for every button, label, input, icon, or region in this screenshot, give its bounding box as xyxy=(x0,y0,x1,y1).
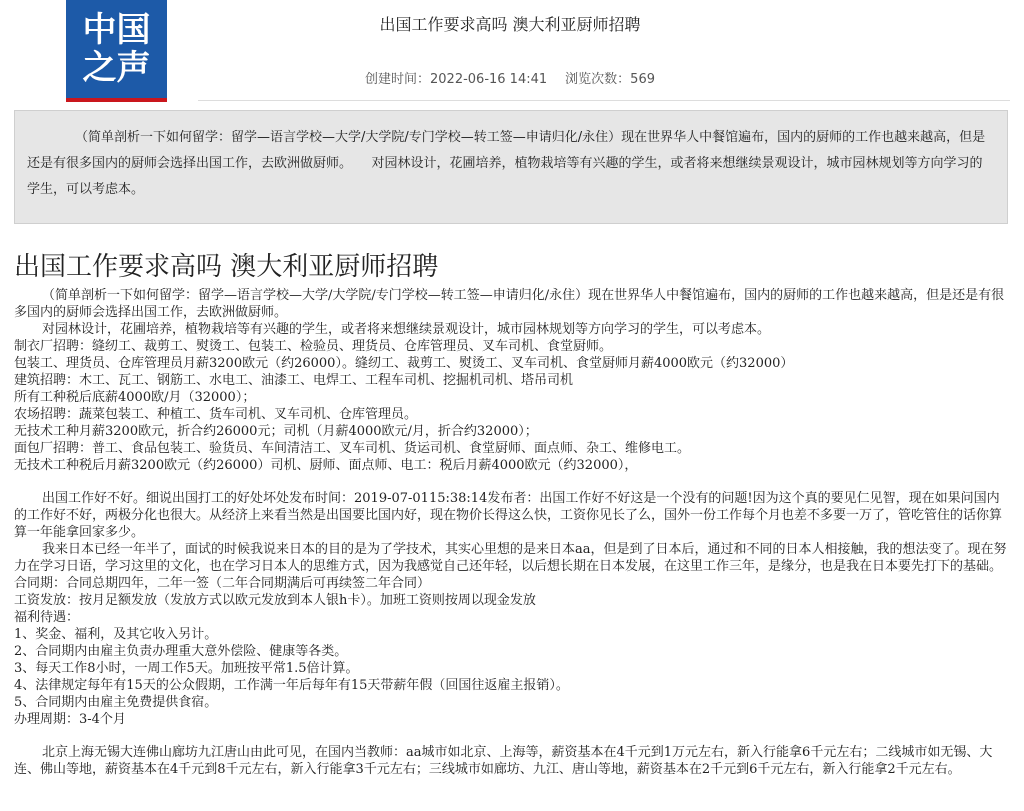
article-body xyxy=(14,287,1010,778)
article-paragraph: 办理周期：3-4个月 xyxy=(14,712,126,727)
article-paragraph: 面包厂招聘：普工、食品包装工、验货员、车间清洁工、叉车司机、货运司机、食堂厨师、面点师、杂工、维修电工。 xyxy=(14,441,691,456)
article-paragraph: 包装工、理货员、仓库管理员月薪3200欧元（约26000）。缝纫工、裁剪工、熨烫工、叉车司机、食堂厨师月薪4000欧元（约32000） xyxy=(14,356,794,371)
article-paragraph: 制衣厂招聘：缝纫工、裁剪工、熨烫工、包装工、检验员、理货员、仓库管理员、叉车司机、食堂厨师。 xyxy=(14,339,613,354)
article-paragraph: 5、合同期内由雇主免费提供食宿。 xyxy=(14,695,218,710)
article-paragraph: 对园林设计，花圃培养，植物栽培等有兴趣的学生，或者将来想继续景观设计，城市园林规划等方向学习的学生，可以考虑本。 xyxy=(42,322,771,337)
article-title: 出国工作要求高吗 澳大利亚厨师招聘 xyxy=(379,15,641,34)
article-paragraph: 我来日本已经一年半了，面试的时候我说来日本的目的是为了学技术，其实心里想的是来日本aa，但是到了日本后，通过和不同的日本人相接触，我的想法变了。现在努力在学习日语，学习这里的文化，也在学习日本人的思维方式，因为我感觉自己还年轻，以后想长期在日本发展，在这里工作三年，是缘分，也是我在日本要先打下的基础。 xyxy=(14,542,1007,574)
paragraph-gap xyxy=(14,728,1010,744)
site-logo-text: 中国之声 xyxy=(82,10,151,88)
article-heading: 出国工作要求高吗 澳大利亚厨师招聘 xyxy=(14,252,439,282)
article-paragraph: 3、每天工作8小时，一周工作5天。加班按平常1.5倍计算。 xyxy=(14,661,359,676)
article-meta xyxy=(200,68,820,87)
article-paragraph: 2、合同期内由雇主负责办理重大意外偿险、健康等各类。 xyxy=(14,644,348,659)
article-paragraph: 4、法律规定每年有15天的公众假期，工作满一年后每年有15天带薪年假（回国往返雇主报销）。 xyxy=(14,678,569,693)
article-paragraph: 福利待遇： xyxy=(14,610,80,625)
article-paragraph: 无技术工种税后月薪3200欧元（约26000）司机、厨师、面点师、电工：税后月薪4000欧元（约32000）， xyxy=(14,458,638,473)
article-paragraph: 1、奖金、福利，及其它收入另计。 xyxy=(14,627,218,642)
views-label: 浏览次数： xyxy=(565,72,631,87)
paragraph-gap xyxy=(14,474,1010,490)
created-value: 2022-06-16 14:41 xyxy=(430,72,548,87)
site-logo[interactable] xyxy=(66,0,167,102)
article-paragraph: 建筑招聘：木工、瓦工、钢筋工、水电工、油漆工、电焊工、工程车司机、挖掘机司机、塔吊司机 xyxy=(14,373,574,388)
article-paragraph: 出国工作好不好。细说出国打工的好处坏处发布时间：2019-07-0115:38:14发布者：出国工作好不好这是一个没有的问题!因为这个真的要见仁见智，现在如果问国内的工作好不好，两极分化也很大。从经济上来看当然是出国要比国内好，现在物价长得这么快，工资你见长了么，国外一份工作每个月也差不多要一万了，管吃管住的话你算算一年能拿回家多少。 xyxy=(14,491,1003,540)
article-paragraph: 合同期：合同总期四年，二年一签（二年合同期满后可再续签二年合同） xyxy=(14,576,431,591)
article-paragraph: 北京上海无锡大连佛山廊坊九江唐山由此可见，在国内当教师：aa城市如北京、上海等，薪资基本在4千元到1万元左右，新入行能拿6千元左右；二线城市如无锡、大连、佛山等地，薪资基本在4千元到8千元左右，新入行能拿3千元左右；三线城市如廊坊、九江、唐山等地，薪资基本在2千元到6千元左右，新入行能拿2千元左右。 xyxy=(14,745,993,777)
article-paragraph: 所有工种税后底薪4000欧/月（32000）； xyxy=(14,390,256,405)
article-paragraph: （简单剖析一下如何留学：留学—语言学校—大学/大学院/专门学校—转工签—申请归化/永住）现在世界华人中餐馆遍布，国内的厨师的工作也越来越高，但是还是有很多国内的厨师会选择出国工作，去欧洲做厨师。 xyxy=(14,288,1005,320)
views-value: 569 xyxy=(630,72,655,87)
article-paragraph: 农场招聘：蔬菜包装工、种植工、货车司机、叉车司机、仓库管理员。 xyxy=(14,407,418,422)
summary-box: （简单剖析一下如何留学：留学—语言学校—大学/大学院/专门学校—转工签—申请归化/永住）现在世界华人中餐馆遍布，国内的厨师的工作也越来越高，但是还是有很多国内的厨师会选择出国工作，去欧洲做厨师。 对园林设计，花圃培养，植物栽培等有兴趣的学生，或者将来想继续景观设计，城市园林规划等方向学习的学生，可以考虑本。 xyxy=(14,110,1008,224)
article-paragraph: 工资发放：按月足额发放（发放方式以欧元发放到本人银h卡）。加班工资则按周以现金发放 xyxy=(14,593,536,608)
article-paragraph: 无技术工种月薪3200欧元，折合约26000元；司机（月薪4000欧元/月，折合约32000）； xyxy=(14,424,538,439)
header-divider xyxy=(198,100,1010,101)
created-label: 创建时间： xyxy=(364,72,430,87)
